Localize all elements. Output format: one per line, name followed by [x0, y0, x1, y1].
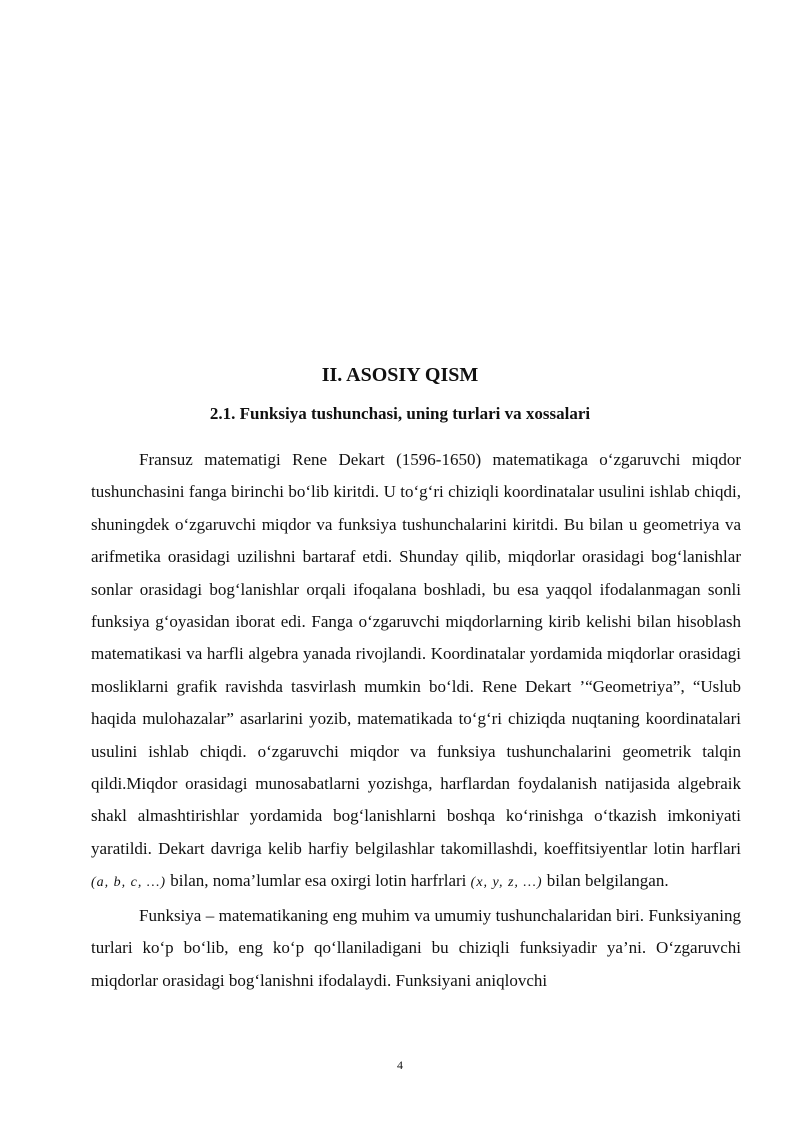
paragraph-2: Funksiya – matematikaning eng muhim va umumiy tushunchalaridan biri. Funksiyaning turlari ko‘p bo‘lib, eng ko‘p qo‘llaniladigani bu chiziqli funksiyadir ya’ni. O‘zgaruvchi miqdorlar orasidagi bog‘lanishni ifodalaydi. Funksiyani aniqlovchi	[91, 905, 741, 990]
paragraph-1-text-start: Fransuz matematigi Rene Dekart (1596-1650) matematikaga o‘zgaruvchi miqdor tushunchasini fanga birinchi bo‘lib kiritdi. U to‘g‘ri chiziqli koordinatalar usulini ishlab chiqdi, shuningdek o‘zgaruvchi miqdor va funksiya tushunchalarini kiritdi. Bu bilan u geometriya va arifmetika orasidagi uzilishni bartaraf etdi. Shunday qilib, miqdorlar orasidagi bog‘lanishlar sonlar orasidagi bog‘lanishlar orqali ifoqalana boshladi, bu esa yaqqol ifodalanmagan sonli funksiya g‘oyasidan iborat edi. Fanga o‘zgaruvchi miqdorlarning kirib kelishi bilan hisoblash matematikasi va harfli algebra yanada rivojlandi. Koordinatalar yordamida miqdorlar orasidagi mosliklarni grafik ravishda tasvirlash mumkin bo‘ldi. Rene Dekart ’“Geometriya”, “Uslub haqida mulohazalar” asarlarini yozib, matematikada to‘g‘ri chiziqda nuqtaning koordinatalari usulini ishlab chiqdi. o‘zgaruvchi miqdor va funksiya tushunchalarini geometrik talqin qildi.Miqdor orasidagi munosabatlarni yozishga, harflardan foydalanish natijasida algebraik shakl almashtirishlar yordamida bog‘lanishlarni boshqa ko‘rinishga o‘tkazish imkoniyati yaratildi. Dekart davriga kelib harfiy belgilashlar takomillashdi, koeffitsiyentlar lotin harflari	[91, 450, 741, 858]
math-coefficients: (a, b, c, …)	[91, 875, 166, 891]
paragraph-1-text-middle: bilan, noma’lumlar esa oxirgi lotin harfrlari	[166, 871, 471, 891]
section-subtitle: 2.1. Funksiya tushunchasi, uning turlari va xossalari	[209, 404, 591, 423]
paragraph-1	[91, 444, 741, 900]
math-unknowns: (x, y, z, …)	[470, 875, 543, 891]
paragraph-1-text-end: bilan belgilangan.	[542, 871, 669, 891]
body-text	[91, 444, 741, 997]
section-title: II. ASOSIY QISM	[321, 364, 479, 386]
page-number: 4	[397, 1058, 403, 1072]
